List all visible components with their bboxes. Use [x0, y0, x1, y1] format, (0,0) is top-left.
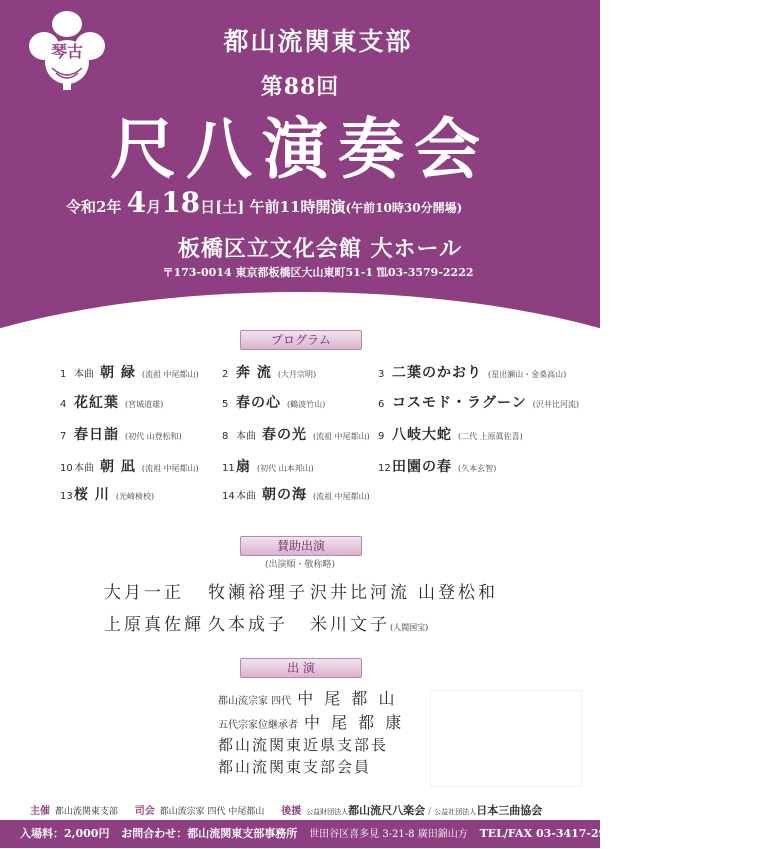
program-item: 12 田園の春 (久本玄智): [378, 459, 497, 475]
organization-name: 都山流関東支部: [223, 27, 413, 56]
date-month: 4: [126, 186, 147, 219]
program-item: 11 扇 (初代 山本邦山): [222, 459, 314, 475]
venue-name: 板橋区立文化会館 大ホール: [177, 236, 463, 262]
performers-label: 出 演: [240, 658, 362, 678]
program-item: 13 桜 川 (光崎検校): [60, 487, 155, 503]
program-item: 14 本曲 朝の海 (流祖 中尾都山): [222, 487, 370, 503]
program-item: 3 二葉のかおり (星出瀬山・金桑高山): [378, 365, 567, 381]
contact-label: お問合わせ：: [121, 827, 188, 840]
performer-row: 都山流宗家 四代 中 尾 都 山: [218, 689, 398, 708]
sponsor2: 日本三曲協会: [476, 804, 543, 817]
performer-row: 都山流関東近県支部長: [218, 736, 389, 754]
sponsor1: 都山流尺八楽会: [348, 804, 426, 817]
sponsor-key: 後援: [281, 806, 302, 817]
program-item: 6 コスモド・ラグーン (沢井比河流): [378, 395, 579, 411]
guests-note: (出演順・敬称略): [264, 560, 336, 570]
guests-label: 賛助出演: [240, 536, 362, 556]
contact-tel: TEL/FAX 03-3417-2978: [479, 827, 622, 840]
program-item: 4 花紅葉 (宮城道雄): [60, 395, 164, 411]
guest-name: 久本成子: [208, 615, 288, 635]
faint-background-panel: [430, 690, 582, 787]
contact-address: 世田谷区喜多見 3-21-8 廣田錦山方: [309, 829, 468, 840]
admission-fee: 入場料：2,000円: [20, 827, 110, 840]
program-item: 7 春日詣 (初代 山登松和): [60, 427, 182, 443]
program-item: 9 八岐大蛇 (二代 上原眞佐喜): [378, 427, 523, 443]
program-item: 10 本曲 朝 凪 (流祖 中尾都山): [60, 459, 199, 475]
guest-name: 大月一正: [104, 583, 184, 603]
program-label: プログラム: [240, 330, 362, 350]
date-era: 令和: [66, 198, 97, 216]
sponsor2-prefix: 公益社団法人: [434, 808, 477, 816]
date-day: 18: [161, 186, 201, 219]
mc-key: 司会: [134, 806, 155, 817]
guest-name-last: 米川文子(人間国宝): [310, 615, 429, 635]
date-day-unit: 日: [200, 198, 216, 216]
date-year-unit: 年: [106, 198, 122, 216]
date-month-unit: 月: [146, 198, 162, 216]
guest-name: 上原真佐輝: [104, 615, 204, 635]
doors-time: (午前10時30分開場): [345, 201, 463, 215]
venue-address: 〒173-0014 東京都板橋区大山東町51-1 ℡03-3579-2222: [162, 266, 474, 279]
guest-name: 沢井比河流: [310, 583, 410, 603]
date-line: [66, 186, 566, 219]
guest-suffix: (人間国宝): [390, 623, 429, 632]
date-weekday: [土]: [215, 198, 245, 216]
concert-title: 尺八演奏会: [110, 110, 490, 188]
footer-bar: [0, 820, 622, 848]
performer-row: 五代宗家位継承者 中 尾 都 康: [218, 713, 405, 732]
crest-text: 琴古: [50, 42, 84, 61]
organizer-key: 主催: [30, 806, 50, 817]
performer-row: 都山流関東支部会員: [218, 758, 372, 776]
program-item: 8 本曲 春の光 (流祖 中尾都山): [222, 427, 370, 443]
mc-title: 都山流宗家 四代: [159, 807, 226, 817]
program-item: 2 奔 流 (大月宗明): [222, 365, 317, 381]
program-item: 5 春の心 (鶴波竹山): [222, 395, 326, 411]
program-item: 1 本曲 朝 緑 (流祖 中尾都山): [60, 365, 199, 381]
mc-name: 中尾都山: [228, 807, 265, 817]
guest-name: 牧瀬裕理子: [208, 583, 308, 603]
credits-line: 主催 都山流関東支部 司会 都山流宗家 四代 中尾都山 後援 公益財団法人都山流尺八楽会 / 公益社団法人日本三曲協会: [30, 804, 543, 817]
guest-name: 山登松和: [418, 583, 498, 603]
edition-number: 第88回: [260, 74, 340, 100]
organizer: 都山流関東支部: [54, 807, 118, 817]
date-year: 2: [96, 198, 107, 216]
contact-org: 都山流関東支部事務所: [187, 827, 298, 840]
start-time: 午前11時開演: [249, 198, 346, 216]
sponsor1-prefix: 公益財団法人: [306, 808, 349, 816]
